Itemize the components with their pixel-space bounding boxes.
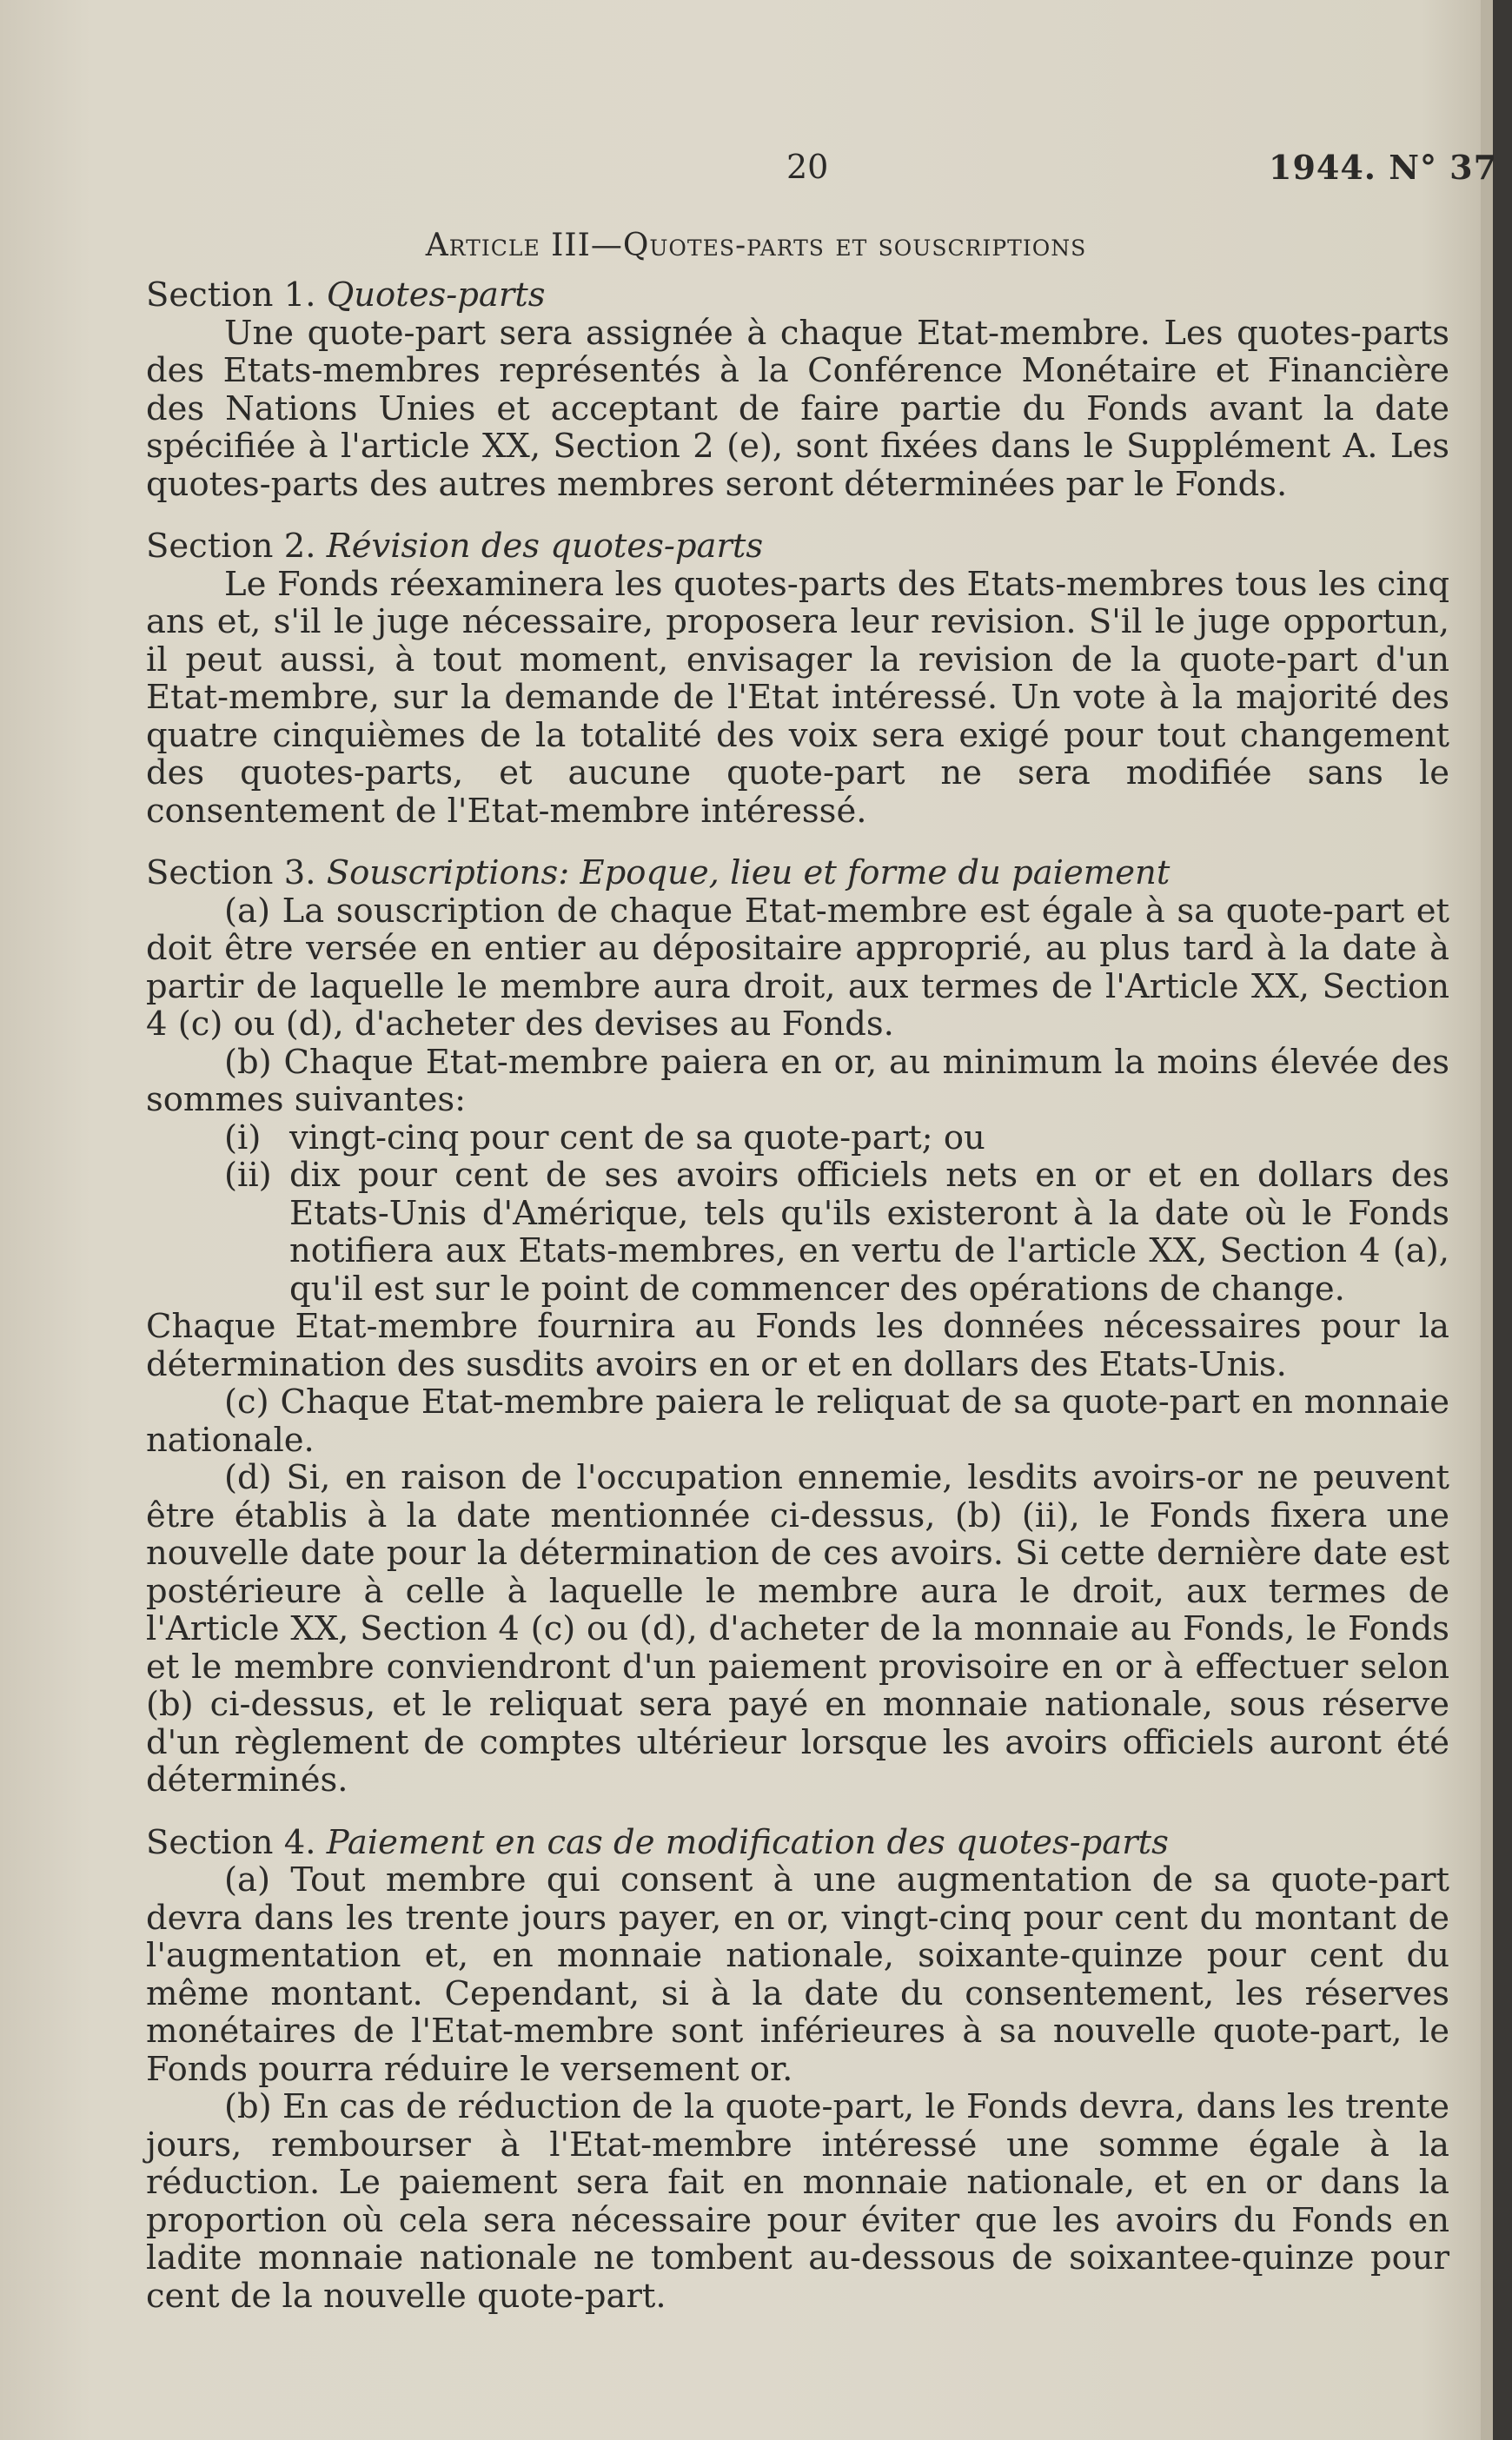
page-number: 20 (786, 148, 829, 186)
section-2-heading: Section 2. Révision des quotes-parts (146, 527, 764, 566)
list-item-label: (ii) (224, 1156, 272, 1195)
section-3-paragraph-b: (b) Chaque Etat-membre paiera en or, au minimum la moins élevée des sommes suivantes: (146, 1042, 1449, 1119)
section-4-heading: Section 4. Paiement en cas de modification des quotes-parts (146, 1822, 1169, 1862)
list-item-text: vingt-cinq pour cent de sa quote-part; ou (289, 1117, 985, 1157)
section-1-paragraph: Une quote-part sera assignée à chaque Etat-membre. Les quotes-parts des Etats-membres représentés à la Conférence Monétaire et Financière des Nations Unies et acceptant de faire partie du Fonds avant la date spécifiée à l'article XX, Section 2 (e), sont fixées dans le Supplément A. Les quotes-parts des autres membres seront déterminées par le Fonds. (146, 313, 1449, 504)
document-year-number: 1944. N° 37 (1269, 148, 1498, 187)
section-3-paragraph-b-continued: Chaque Etat-membre fournira au Fonds les données nécessaires pour la détermination des susdits avoirs en or et en dollars des Etats-Unis. (146, 1307, 1449, 1384)
section-1-heading: Section 1. Quotes-parts (146, 275, 546, 315)
running-header (0, 148, 1512, 200)
article-body (146, 276, 1449, 2315)
list-item-label: (i) (224, 1117, 262, 1157)
section-4-paragraph-a: (a) Tout membre qui consent à une augmentation de sa quote-part devra dans les trente jours payer, en or, vingt-cinq pour cent du montant de l'augmentation et, en monnaie nationale, soixante-quinze pour cent du même montant. Cependant, si à la date du consentement, les réserves monétaires de l'Etat-membre sont inférieures à sa nouvelle quote-part, le Fonds pourra réduire le versement or. (146, 1860, 1449, 2089)
list-item (146, 1119, 1449, 1157)
section-2-paragraph: Le Fonds réexaminera les quotes-parts des Etats-membres tous les cinq ans et, s'il le juge nécessaire, proposera leur revision. S'il le juge opportun, il peut aussi, à tout moment, envisager la revision de la quote-part d'un Etat-membre, sur la demande de l'Etat intéressé. Un vote à la majorité des quatre cinquièmes de la totalité des voix sera exigé pour tout changement des quotes-parts, et aucune quote-part ne sera modifiée sans le consentement de l'Etat-membre intéressé. (146, 564, 1449, 831)
section-4-paragraph-b: (b) En cas de réduction de la quote-part, le Fonds devra, dans les trente jours, rembourser à l'Etat-membre intéressé une somme égale à la réduction. Le paiement sera fait en monnaie nationale, et en or dans la proportion où cela sera nécessaire pour éviter que les avoirs du Fonds en ladite monnaie nationale ne tombent au-dessous de soixantee-quinze pour cent de la nouvelle quote-part. (146, 2087, 1449, 2316)
list-item-text: dix pour cent de ses avoirs officiels nets en or et en dollars des Etats-Unis d'Amérique, tels qu'ils existeront à la date où le Fonds notifiera aux Etats-membres, en vertu de l'article XX, Section 4 (a), qu'il est sur le point de commencer des opérations de change. (289, 1156, 1449, 1309)
section-3-paragraph-d: (d) Si, en raison de l'occupation ennemie, lesdits avoirs-or ne peuvent être établis à la date mentionnée ci-dessus, (b) (ii), le Fonds fixera une nouvelle date pour la détermination de ces avoirs. Si cette dernière date est postérieure à celle à laquelle le membre aura le droit, aux termes de l'Article XX, Section 4 (c) ou (d), d'acheter de la monnaie au Fonds, le Fonds et le membre conviendront d'un paiement provisoire en or à effectuer selon (b) ci-dessus, et le reliquat sera payé en monnaie nationale, sous réserve d'un règlement de comptes ultérieur lorsque les avoirs officiels auront été déterminés. (146, 1458, 1449, 1800)
section-3-paragraph-c: (c) Chaque Etat-membre paiera le reliquat de sa quote-part en monnaie nationale. (146, 1382, 1449, 1460)
section-3-paragraph-a: (a) La souscription de chaque Etat-membre est égale à sa quote-part et doit être versée en entier au dépositaire approprié, au plus tard à la date à partir de laquelle le membre aura droit, aux termes de l'Article XX, Section 4 (c) ou (d), d'acheter des devises au Fonds. (146, 891, 1449, 1044)
article-title: Article III—Quotes-parts et souscriptions (425, 228, 1087, 263)
section-3-items (146, 1119, 1449, 1309)
section-3-heading: Section 3. Souscriptions: Epoque, lieu et forme du paiement (146, 853, 1170, 892)
page-edge-shadow (1481, 0, 1493, 2440)
list-item (146, 1157, 1449, 1308)
book-binding-edge (1493, 0, 1512, 2440)
